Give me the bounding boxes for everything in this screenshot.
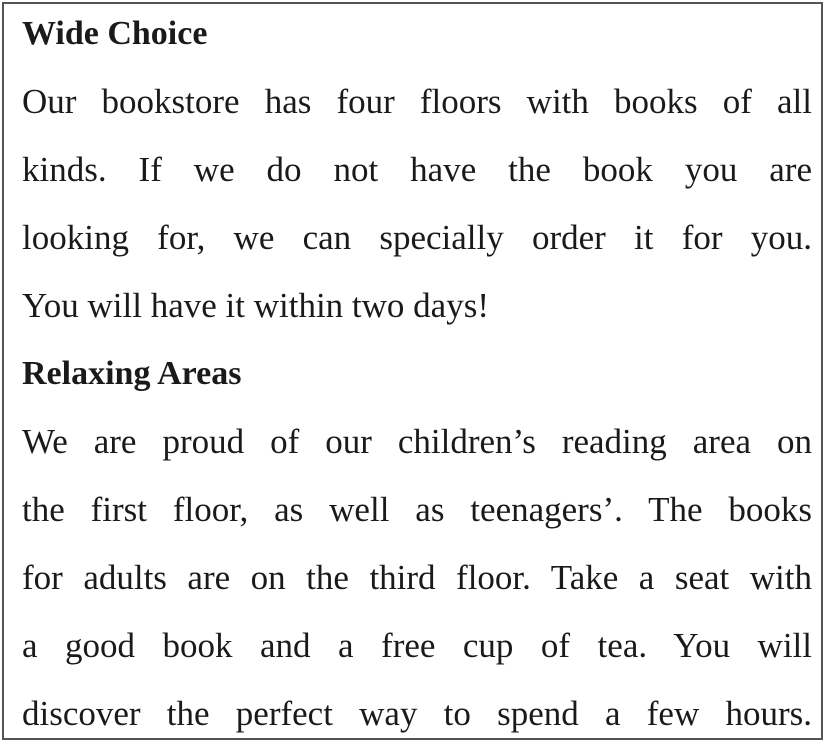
- paragraph-line: discover the perfect way to spend a few hours.: [22, 694, 812, 733]
- section-heading-wide-choice: Wide Choice: [22, 15, 208, 52]
- paragraph-line: We are proud of our children’s reading area on: [22, 422, 812, 461]
- paragraph-line: for adults are on the third floor. Take a seat with: [22, 558, 812, 597]
- section-heading-relaxing-areas: Relaxing Areas: [22, 355, 242, 392]
- paragraph-line: a good book and a free cup of tea. You will: [22, 626, 812, 665]
- paragraph-line: kinds. If we do not have the book you are: [22, 150, 812, 189]
- text-box: [22, 0, 812, 748]
- paragraph-line: You will have it within two days!: [22, 286, 489, 325]
- paragraph-line: the first floor, as well as teenagers’. The books: [22, 490, 812, 529]
- paragraph-line: looking for, we can specially order it for you.: [22, 218, 812, 257]
- paragraph-line: Our bookstore has four floors with books of all: [22, 82, 812, 121]
